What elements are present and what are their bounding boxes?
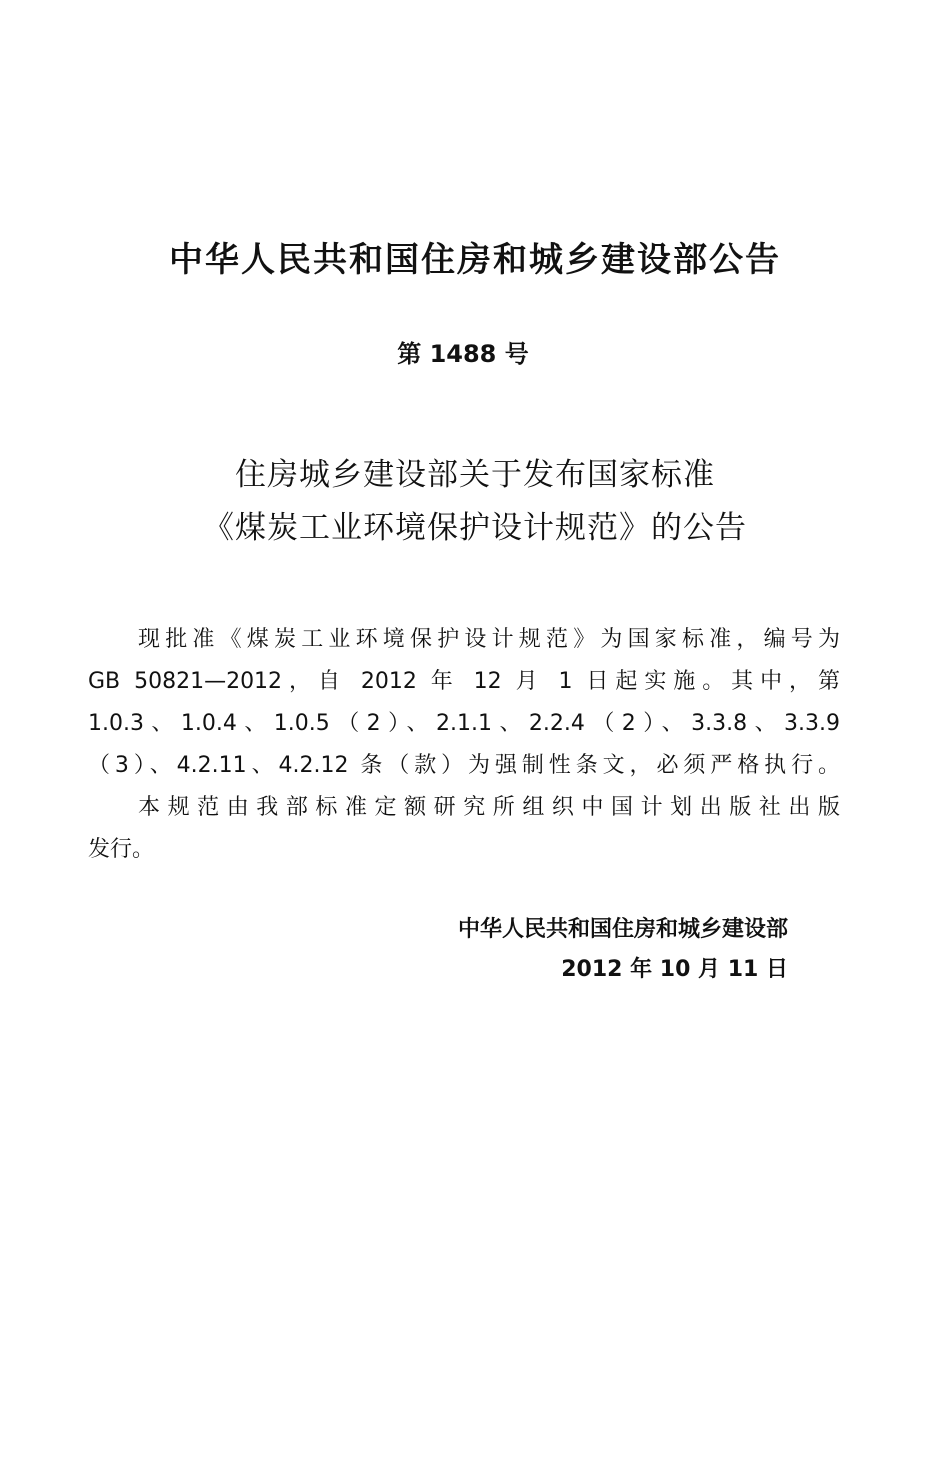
paragraph-line: 1.0.3、1.0.4、1.0.5（2）、2.1.1、2.2.4（2）、3.3.8、3.3.9 [88, 711, 840, 736]
paragraph-line: GB 50821—2012，自 2012 年 12 月 1 日起实施。其中，第 [88, 669, 840, 694]
main-title: 中华人民共和国住房和城乡建设部公告 [169, 240, 781, 280]
subtitle-line-2: 《煤炭工业环境保护设计规范》的公告 [203, 510, 747, 546]
paragraph-line: 发行。 [88, 837, 155, 862]
paragraph-line: （3）、4.2.11、4.2.12 条（款）为强制性条文，必须严格执行。 [88, 753, 840, 778]
subtitle-line-1: 住房城乡建设部关于发布国家标准 [235, 457, 715, 493]
signature-date: 2012 年 10 月 11 日 [561, 957, 788, 982]
signature-organization: 中华人民共和国住房和城乡建设部 [457, 917, 788, 942]
paragraph-approval [88, 619, 840, 787]
announcement-number: 第 1488 号 [397, 340, 529, 368]
paragraph-line: 本规范由我部标准定额研究所组织中国计划出版社出版 [138, 795, 840, 820]
paragraph-publication [88, 787, 840, 871]
paragraph-line: 现批准《煤炭工业环境保护设计规范》为国家标准，编号为 [138, 627, 840, 652]
